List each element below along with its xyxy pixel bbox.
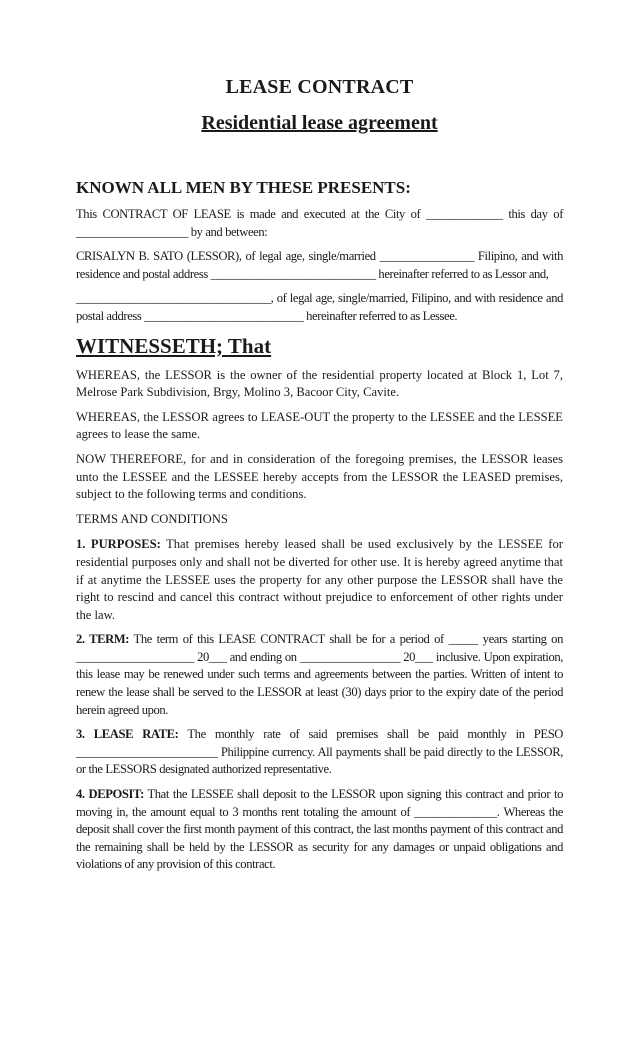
clause-lease-rate: [76, 726, 563, 779]
clause-text: That premises hereby leased shall be used exclusively by the LESSEE for residential purposes only and shall not be diverted for other use. It is hereby agreed anytime that if at anytime the LESSEE uses the property for any other purpose the LESSOR shall have the right to rescind and cancel this contract without prejudice to enforcement of other rights under the law.: [76, 537, 563, 622]
clause-text: The term of this LEASE CONTRACT shall be for a period of _____ years starting on ____________________ 20___ and ending on _________________ 20___ inclusive. Upon expiration, this lease may be renewed under such terms and agreements between the parties. Written of intent to renew the lease shall be served to the LESSOR at least (30) days prior to the expiry date of the period herein agreed upon.: [76, 632, 563, 717]
document-title: LEASE CONTRACT: [225, 76, 414, 98]
clause-label: 2. TERM:: [76, 632, 130, 647]
clause-label: 3. LEASE RATE:: [76, 727, 179, 742]
clause-text: The monthly rate of said premises shall be paid monthly in PESO ________________________ Philippine currency. All payments shall be paid directly to the LESSOR, or the LESSORS designated authorized representative.: [76, 727, 563, 777]
clause-label: 1. PURPOSES:: [76, 537, 161, 552]
intro-paragraph: This CONTRACT OF LEASE is made and executed at the City of _____________ this day of ___________________ by and between:: [76, 207, 563, 239]
whereas-paragraph-2: WHEREAS, the LESSOR agrees to LEASE-OUT the property to the LESSEE and the LESSEE agrees to lease the same.: [76, 409, 563, 442]
lessor-party-paragraph: CRISALYN B. SATO (LESSOR), of legal age, single/married ________________ Filipino, and with residence and postal address ____________________________ hereinafter referred to as Lessor and,: [76, 249, 563, 281]
document-subtitle: Residential lease agreement: [201, 112, 438, 134]
clause-text: That the LESSEE shall deposit to the LESSOR upon signing this contract and prior to moving in, the amount equal to 3 months rent totaling the amount of ______________. Whereas the deposit shall cover the first month payment of this contract, the last months payment of this contract and the remaining shall be held by the LESSOR as security for any damages or unpaid obligations and violations of any provision of this contract.: [76, 787, 563, 872]
whereas-paragraph-1: WHEREAS, the LESSOR is the owner of the residential property located at Block 1, Lot 7, Melrose Park Subdivision, Brgy, Molino 3, Bacoor City, Cavite.: [76, 367, 563, 400]
witnesseth-heading: WITNESSETH; That: [76, 333, 272, 358]
clause-purposes: [76, 536, 563, 624]
lessee-party-paragraph: _________________________________, of legal age, single/married, Filipino, and with residence and postal address ___________________________ hereinafter referred to as Lessee.: [76, 291, 563, 323]
terms-heading: TERMS AND CONDITIONS: [76, 511, 228, 526]
clause-deposit: [76, 786, 563, 874]
clause-label: 4. DEPOSIT:: [76, 787, 144, 802]
known-heading: KNOWN ALL MEN BY THESE PRESENTS:: [76, 178, 411, 197]
clause-term: [76, 631, 563, 719]
contract-body: [76, 206, 563, 881]
now-therefore-paragraph: NOW THEREFORE, for and in consideration of the foregoing premises, the LESSOR leases unto the LESSEE and the LESSEE hereby accepts from the LESSOR the LEASED premises, subject to the following terms and conditions.: [76, 451, 563, 502]
